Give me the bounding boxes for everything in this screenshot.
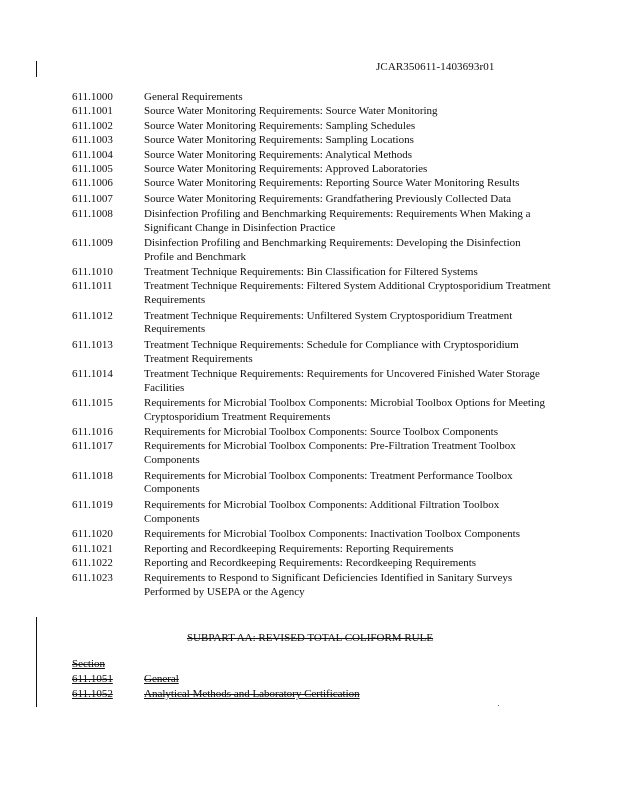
section-number: 611.1002 <box>72 119 113 132</box>
section-number: 611.1006 <box>72 177 113 190</box>
section-number: 611.1017 <box>72 440 113 453</box>
section-title: Treatment Technique Requirements: Schedule for Compliance with Cryptosporidium Treatment Requirements <box>144 338 519 365</box>
toc-entry <box>72 177 552 191</box>
section-title: Requirements for Microbial Toolbox Components: Pre-Filtration Treatment Toolbox Components <box>144 440 516 467</box>
change-bar <box>36 617 37 707</box>
toc-entry <box>72 149 552 163</box>
section-number: 611.1052 <box>72 688 113 700</box>
section-title: Treatment Technique Requirements: Requirements for Uncovered Finished Water Storage Facilities <box>144 367 540 394</box>
section-title: Disinfection Profiling and Benchmarking Requirements: Requirements When Making a Significant Change in Disinfection Practice <box>144 207 531 234</box>
section-title: General Requirements <box>144 91 243 103</box>
document-id: JCAR350611-1403693r01 <box>376 61 495 73</box>
toc-entry <box>72 266 552 280</box>
section-title: Disinfection Profiling and Benchmarking Requirements: Developing the Disinfection Profile and Benchmark <box>144 236 521 263</box>
toc-entry <box>72 470 552 498</box>
toc-entry <box>72 193 552 207</box>
section-number: 611.1051 <box>72 673 113 685</box>
section-title: Source Water Monitoring Requirements: Source Water Monitoring <box>144 105 438 118</box>
struck-section-block <box>72 657 360 702</box>
section-number: 611.1015 <box>72 396 113 409</box>
section-label: Section <box>72 658 105 670</box>
toc-entry <box>72 397 552 425</box>
section-number: 611.1020 <box>72 527 113 540</box>
section-number: 611.1010 <box>72 266 113 279</box>
section-title: Requirements for Microbial Toolbox Components: Source Toolbox Components <box>144 426 498 439</box>
section-title: Source Water Monitoring Requirements: Analytical Methods <box>144 148 413 161</box>
toc-entry <box>72 105 552 119</box>
section-title: Requirements for Microbial Toolbox Components: Treatment Performance Toolbox Components <box>144 469 513 496</box>
toc-entry <box>72 120 552 134</box>
section-label-row <box>72 657 360 671</box>
section-title: Treatment Technique Requirements: Filtered System Additional Cryptosporidium Treatment Requirements <box>144 280 551 307</box>
section-number: 611.1009 <box>72 236 113 249</box>
toc-entry <box>72 310 552 338</box>
section-title: Analytical Methods and Laboratory Certification <box>144 688 360 700</box>
section-number: 611.1016 <box>72 426 113 439</box>
toc-entry <box>72 440 552 468</box>
toc-entry <box>72 572 552 600</box>
section-title: Source Water Monitoring Requirements: Approved Laboratories <box>144 163 428 176</box>
section-title: Treatment Technique Requirements: Unfiltered System Cryptosporidium Treatment Requirements <box>144 309 513 336</box>
section-number: 611.1000 <box>72 91 113 103</box>
toc-entry <box>72 134 552 148</box>
section-title: Source Water Monitoring Requirements: Sampling Locations <box>144 134 414 147</box>
table-of-contents <box>72 91 552 601</box>
section-title: Requirements for Microbial Toolbox Components: Additional Filtration Toolbox Components <box>144 498 500 525</box>
section-number: 611.1007 <box>72 192 113 205</box>
section-number: 611.1012 <box>72 309 113 322</box>
toc-entry <box>72 91 552 105</box>
section-number: 611.1001 <box>72 105 113 118</box>
toc-entry <box>72 528 552 542</box>
section-number: 611.1021 <box>72 542 113 555</box>
section-number: 611.1014 <box>72 367 113 380</box>
section-number: 611.1018 <box>72 469 113 482</box>
section-title: General <box>144 673 179 685</box>
toc-entry <box>72 543 552 557</box>
toc-entry <box>72 237 552 265</box>
toc-entry <box>72 208 552 236</box>
section-number: 611.1013 <box>72 338 113 351</box>
section-number: 611.1004 <box>72 148 113 161</box>
list-item <box>72 672 360 686</box>
toc-entry <box>72 557 552 571</box>
section-number: 611.1011 <box>72 280 113 293</box>
toc-entry <box>72 426 552 440</box>
toc-entry <box>72 280 552 308</box>
list-item <box>72 687 360 701</box>
stray-mark <box>498 705 499 706</box>
toc-entry <box>72 163 552 177</box>
toc-entry <box>72 368 552 396</box>
section-title: Source Water Monitoring Requirements: Grandfathering Previously Collected Data <box>144 192 512 205</box>
section-title: Treatment Technique Requirements: Bin Classification for Filtered Systems <box>144 266 478 279</box>
section-number: 611.1003 <box>72 134 113 147</box>
section-number: 611.1005 <box>72 163 113 176</box>
section-title: Requirements to Respond to Significant Deficiencies Identified in Sanitary Surveys Performed by USEPA or the Agency <box>144 571 513 598</box>
section-title: Source Water Monitoring Requirements: Reporting Source Water Monitoring Results <box>144 177 520 190</box>
section-number: 611.1019 <box>72 498 113 511</box>
section-title: Requirements for Microbial Toolbox Components: Inactivation Toolbox Components <box>144 527 520 540</box>
section-title: Source Water Monitoring Requirements: Sampling Schedules <box>144 119 416 132</box>
toc-entry <box>72 499 552 527</box>
subpart-aa-heading: SUBPART AA: REVISED TOTAL COLIFORM RULE <box>186 632 434 644</box>
section-title: Requirements for Microbial Toolbox Components: Microbial Toolbox Options for Meeting Cryptosporidium Treatment Requirements <box>144 396 546 423</box>
section-number: 611.1022 <box>72 557 113 570</box>
section-number: 611.1023 <box>72 571 113 584</box>
change-bar <box>36 61 37 77</box>
section-title: Reporting and Recordkeeping Requirements: Reporting Requirements <box>144 542 454 555</box>
section-number: 611.1008 <box>72 207 113 220</box>
section-title: Reporting and Recordkeeping Requirements: Recordkeeping Requirements <box>144 557 477 570</box>
toc-entry <box>72 339 552 367</box>
